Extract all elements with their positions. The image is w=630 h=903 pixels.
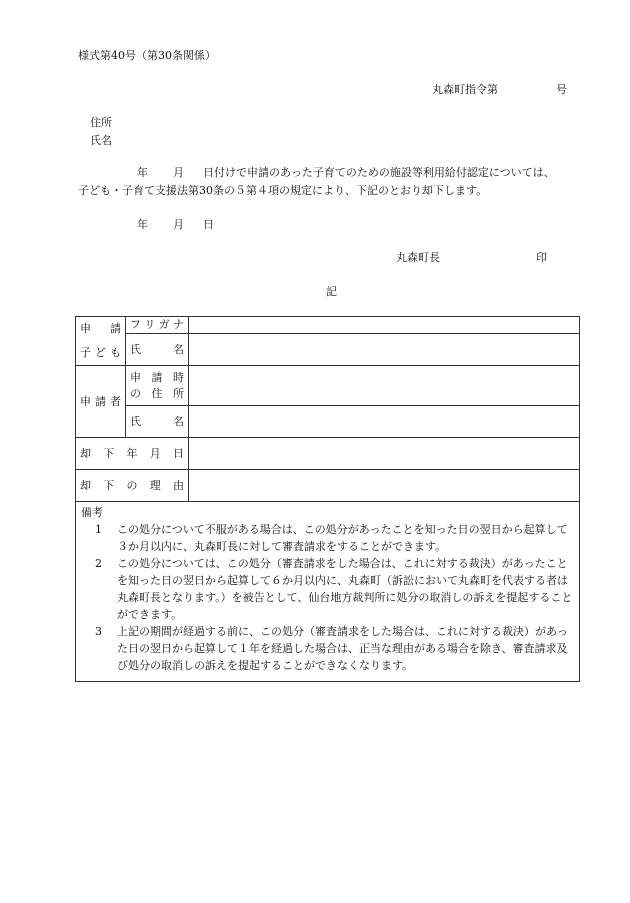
note-item xyxy=(95,555,574,623)
table-row xyxy=(76,406,580,438)
rejection-reason-label: 却 下 の 理 由 xyxy=(80,478,184,492)
document-number-prefix: 丸森町指令第 xyxy=(432,83,498,96)
note-number: 1 xyxy=(95,522,102,536)
applicant-address-label-line-1: 申 請 時 xyxy=(130,370,184,384)
child-label-line-2: 子 ど も xyxy=(80,346,121,359)
table-row xyxy=(76,317,580,334)
body-line-1-text: 日付けで申請のあった子育てのための施設等利用給付認定については、 xyxy=(203,166,555,179)
addressee-name-label: 氏名 xyxy=(90,134,112,147)
note-text: この処分については、この処分（審査請求をした場合は、これに対する裁決）があったことを知った日の翌日から起算して６か月以内に、丸森町（訴訟において丸森町を代表する者は丸森町長となります。）を被告として、仙台地方裁判所に処分の取消しの訴えを提起することができます。 xyxy=(117,557,573,622)
applicant-address-label-cell xyxy=(126,366,189,406)
furigana-label: フ リ ガ ナ xyxy=(130,318,184,332)
rejection-date-label: 却 下 年 月 日 xyxy=(80,446,184,460)
applicant-name-label-cell xyxy=(126,406,189,438)
document-number-suffix: 号 xyxy=(556,83,567,96)
child-furigana-field[interactable] xyxy=(189,317,580,334)
note-text: 上記の期間が経過する前に、この処分（審査請求をした場合は、これに対する裁決）があった日の翌日から起算して１年を経過した場合は、正当な理由がある場合を除き、審査請求及び処分の取消しの訴えを提起することができなくなります。 xyxy=(117,625,568,673)
child-label-line-1: 申 請 xyxy=(80,322,121,336)
issuer-title: 丸森町長 xyxy=(396,251,440,264)
applicant-name-field[interactable] xyxy=(189,406,580,438)
table-row xyxy=(76,438,580,470)
rejection-date-field[interactable] xyxy=(189,438,580,470)
record-table xyxy=(75,316,580,682)
child-label-cell xyxy=(76,317,126,366)
notes-title: 備考 xyxy=(81,506,103,519)
applicant-name-label: 氏 名 xyxy=(130,414,184,428)
table-row xyxy=(76,334,580,366)
table-row xyxy=(76,502,580,682)
note-number: 2 xyxy=(95,557,102,571)
rejection-reason-field[interactable] xyxy=(189,470,580,502)
furigana-label-cell xyxy=(126,317,189,334)
body-line-1 xyxy=(137,167,555,178)
ki-heading: 記 xyxy=(326,285,337,298)
document-number xyxy=(432,84,567,95)
issue-date-year: 年 xyxy=(137,218,148,231)
rejection-date-label-cell xyxy=(76,438,189,470)
applicant-address-label-line-2: の 住 所 xyxy=(130,386,184,400)
body-date-month: 月 xyxy=(173,166,184,179)
note-text: この処分について不服がある場合は、この処分があったことを知った日の翌日から起算して３か月以内に、丸森町長に対して審査請求をすることができます。 xyxy=(117,522,568,553)
child-name-label-cell xyxy=(126,334,189,366)
table-row xyxy=(76,366,580,406)
body-line-2: 子ども・子育て支援法第30条の５第４項の規定により、下記のとおり却下します。 xyxy=(78,184,488,197)
child-name-field[interactable] xyxy=(189,334,580,366)
addressee-address-label: 住所 xyxy=(90,116,112,129)
seal-mark: 印 xyxy=(536,251,547,264)
applicant-label: 申 請 者 xyxy=(80,394,121,408)
note-item xyxy=(95,623,574,674)
note-number: 3 xyxy=(95,625,102,639)
issue-date xyxy=(137,219,214,230)
notes-cell xyxy=(76,502,580,682)
applicant-label-cell xyxy=(76,366,126,438)
rejection-reason-label-cell xyxy=(76,470,189,502)
issue-date-month: 月 xyxy=(173,218,184,231)
body-date-year: 年 xyxy=(137,166,148,179)
table-row xyxy=(76,470,580,502)
note-item xyxy=(95,521,574,555)
applicant-address-field[interactable] xyxy=(189,366,580,406)
issue-date-day: 日 xyxy=(203,218,214,231)
form-title: 様式第40号（第30条関係） xyxy=(78,49,216,62)
child-name-label: 氏 名 xyxy=(130,342,184,356)
